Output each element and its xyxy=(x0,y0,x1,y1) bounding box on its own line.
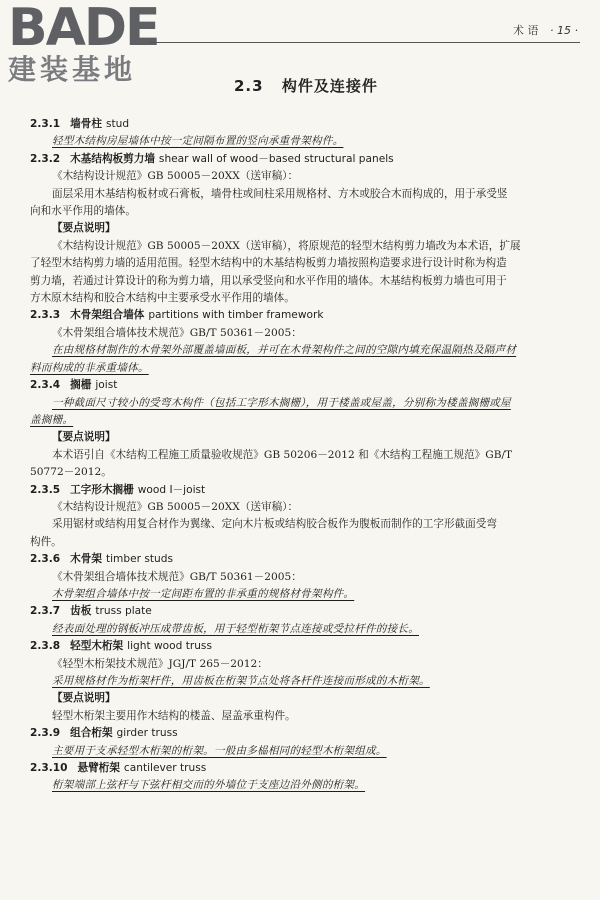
term-english: shear wall of wood－based structural panels xyxy=(158,152,394,165)
term-definition-continued xyxy=(30,412,576,429)
logo-latin-text: BADE xyxy=(8,0,159,58)
term-entry xyxy=(30,760,576,795)
term-heading xyxy=(30,151,576,168)
explanation-paragraph: 《木结构设计规范》GB 50005－20XX（送审稿），将原规范的轻型木结构剪力墙改为本术语，扩展 xyxy=(52,239,521,252)
term-number: 2.3.4 xyxy=(30,379,61,392)
term-definition xyxy=(30,621,576,638)
source-reference: 《木结构设计规范》GB 50005－20XX（送审稿）： xyxy=(52,500,299,513)
term-name: 悬臂桁架 xyxy=(77,762,120,775)
term-name: 搁栅 xyxy=(70,379,92,392)
term-name: 组合桁架 xyxy=(70,727,113,740)
definition-text: 采用规格材作为桁架杆件，用齿板在桁架节点处将各杆件连接而形成的木桁架。 xyxy=(52,675,430,687)
term-english: light wood truss xyxy=(127,640,212,653)
term-list xyxy=(30,116,576,795)
term-definition xyxy=(30,342,576,359)
term-english: girder truss xyxy=(116,727,178,740)
term-entry xyxy=(30,377,576,481)
term-entry xyxy=(30,551,576,603)
definition-text: 料而构成的非承重墙体。 xyxy=(30,361,149,374)
term-entry xyxy=(30,307,576,377)
definition-text: 盖搁栅。 xyxy=(30,413,74,426)
term-heading xyxy=(30,377,576,394)
key-points-heading: 【要点说明】 xyxy=(52,222,116,235)
term-heading xyxy=(30,307,576,324)
term-heading xyxy=(30,760,576,777)
term-heading xyxy=(30,725,576,742)
explanation-paragraph-continued: 方木原木结构和胶合木结构中主要承受水平作用的墙体。 xyxy=(30,292,295,305)
term-entry xyxy=(30,725,576,760)
section-number: 2.3 xyxy=(234,77,264,95)
explanation-paragraph-continued: 剪力墙，若通过计算设计的称为剪力墙，用以承受竖向和水平作用的墙体。木基结构板剪力墙也可用于 xyxy=(30,274,507,287)
term-heading xyxy=(30,551,576,568)
explanation-paragraph-continued: 构件。 xyxy=(30,535,62,548)
key-points-heading: 【要点说明】 xyxy=(52,431,116,444)
logo-chinese-text: 建装基地 xyxy=(8,53,137,86)
term-definition xyxy=(30,586,576,603)
term-entry xyxy=(30,116,576,151)
source-reference: 《木骨架组合墙体技术规范》GB/T 50361－2005： xyxy=(52,326,302,339)
term-entry xyxy=(30,638,576,725)
definition-text: 经表面处理的钢板冲压成带齿板，用于轻型桁架节点连接或受拉杆件的接长。 xyxy=(52,622,419,635)
definition-text: 轻型木结构房屋墙体中按一定间隔布置的竖向承重骨架构件。 xyxy=(52,135,344,148)
term-name: 齿板 xyxy=(70,605,92,618)
explanation-paragraph: 本术语引自《木结构工程施工质量验收规范》GB 50206－2012 和《木结构工程施工规范》GB/T xyxy=(52,448,513,461)
term-heading xyxy=(30,116,576,133)
header-rule xyxy=(150,42,580,43)
term-definition xyxy=(30,395,576,412)
term-english: timber studs xyxy=(105,553,173,566)
key-points-heading: 【要点说明】 xyxy=(52,692,116,705)
explanation-paragraph: 面层采用木基结构板材或石膏板，墙骨柱或间柱采用规格材、方木或胶合木而构成的，用于承受竖 xyxy=(52,187,508,200)
term-name: 墙骨柱 xyxy=(70,118,102,130)
term-english: partitions with timber framework xyxy=(148,309,324,322)
term-number: 2.3.1 xyxy=(30,118,61,130)
term-english: truss plate xyxy=(95,605,152,618)
term-number: 2.3.9 xyxy=(30,727,61,740)
term-entry xyxy=(30,482,576,552)
term-number: 2.3.10 xyxy=(30,762,68,775)
term-heading xyxy=(30,638,576,655)
explanation-paragraph-continued: 向和水平作用的墙体。 xyxy=(30,205,136,218)
explanation-paragraph-continued: 50772－2012。 xyxy=(30,466,112,479)
source-reference: 《木结构设计规范》GB 50005－20XX（送审稿）： xyxy=(52,170,299,183)
running-header xyxy=(513,22,578,38)
term-number: 2.3.2 xyxy=(30,152,61,165)
term-name: 工字形木搁栅 xyxy=(70,483,134,496)
term-name: 轻型木桁架 xyxy=(70,640,124,653)
definition-text: 木骨架组合墙体中按一定间距布置的非承重的规格材骨架构件。 xyxy=(52,587,355,600)
definition-text: 一种截面尺寸较小的受弯木构件（包括工字形木搁栅），用于楼盖或屋盖，分别称为楼盖搁栅或屋 xyxy=(52,396,511,409)
term-definition xyxy=(30,133,576,150)
explanation-paragraph: 轻型木桁架主要用作木结构的楼盖、屋盖承重构件。 xyxy=(52,709,296,722)
term-definition xyxy=(30,777,576,794)
term-english: wood Ⅰ－joist xyxy=(137,483,206,496)
term-number: 2.3.3 xyxy=(30,309,61,322)
term-number: 2.3.8 xyxy=(30,640,61,653)
term-number: 2.3.5 xyxy=(30,483,61,496)
definition-text: 桁架端部上弦杆与下弦杆相交而的外墙位于支座边沿外侧的桁架。 xyxy=(52,779,366,792)
source-reference: 《木骨架组合墙体技术规范》GB/T 50361－2005： xyxy=(52,570,302,583)
term-english: cantilever truss xyxy=(123,762,207,775)
term-number: 2.3.6 xyxy=(30,553,61,566)
term-name: 木基结构板剪力墙 xyxy=(70,152,155,165)
term-definition-continued xyxy=(30,360,576,377)
term-definition xyxy=(30,673,576,690)
term-entry xyxy=(30,151,576,308)
term-definition xyxy=(30,743,576,760)
source-reference: 《轻型木桁架技术规范》JGJ/T 265－2012： xyxy=(52,657,268,670)
section-title-text: 构件及连接件 xyxy=(281,77,378,95)
running-title: 术 语 xyxy=(513,24,539,37)
definition-text: 在由规格材制作的木骨架外部覆盖墙面板，并可在木骨架构件之间的空隙内填充保温隔热及隔声材 xyxy=(52,344,517,357)
term-name: 木骨架组合墙体 xyxy=(70,309,145,322)
term-heading xyxy=(30,482,576,499)
term-english: joist xyxy=(95,379,118,392)
bade-logo xyxy=(8,2,183,86)
term-name: 木骨架 xyxy=(70,553,102,566)
explanation-paragraph-continued: 了轻型木结构剪力墙的适用范围。轻型木结构中的木基结构板剪力墙按照构造要求进行设计时称为构造 xyxy=(30,257,507,270)
section-title xyxy=(234,75,378,96)
term-heading xyxy=(30,603,576,620)
term-english: stud xyxy=(105,118,130,130)
term-number: 2.3.7 xyxy=(30,605,61,618)
explanation-paragraph: 采用锯材或结构用复合材作为翼缘、定向木片板或结构胶合板作为腹板而制作的工字形截面受弯 xyxy=(52,518,497,531)
term-entry xyxy=(30,603,576,638)
page-number: · 15 · xyxy=(550,24,578,37)
definition-text: 主要用于支承轻型木桁架的桁架。一般由多榀相同的轻型木桁架组成。 xyxy=(52,744,387,757)
